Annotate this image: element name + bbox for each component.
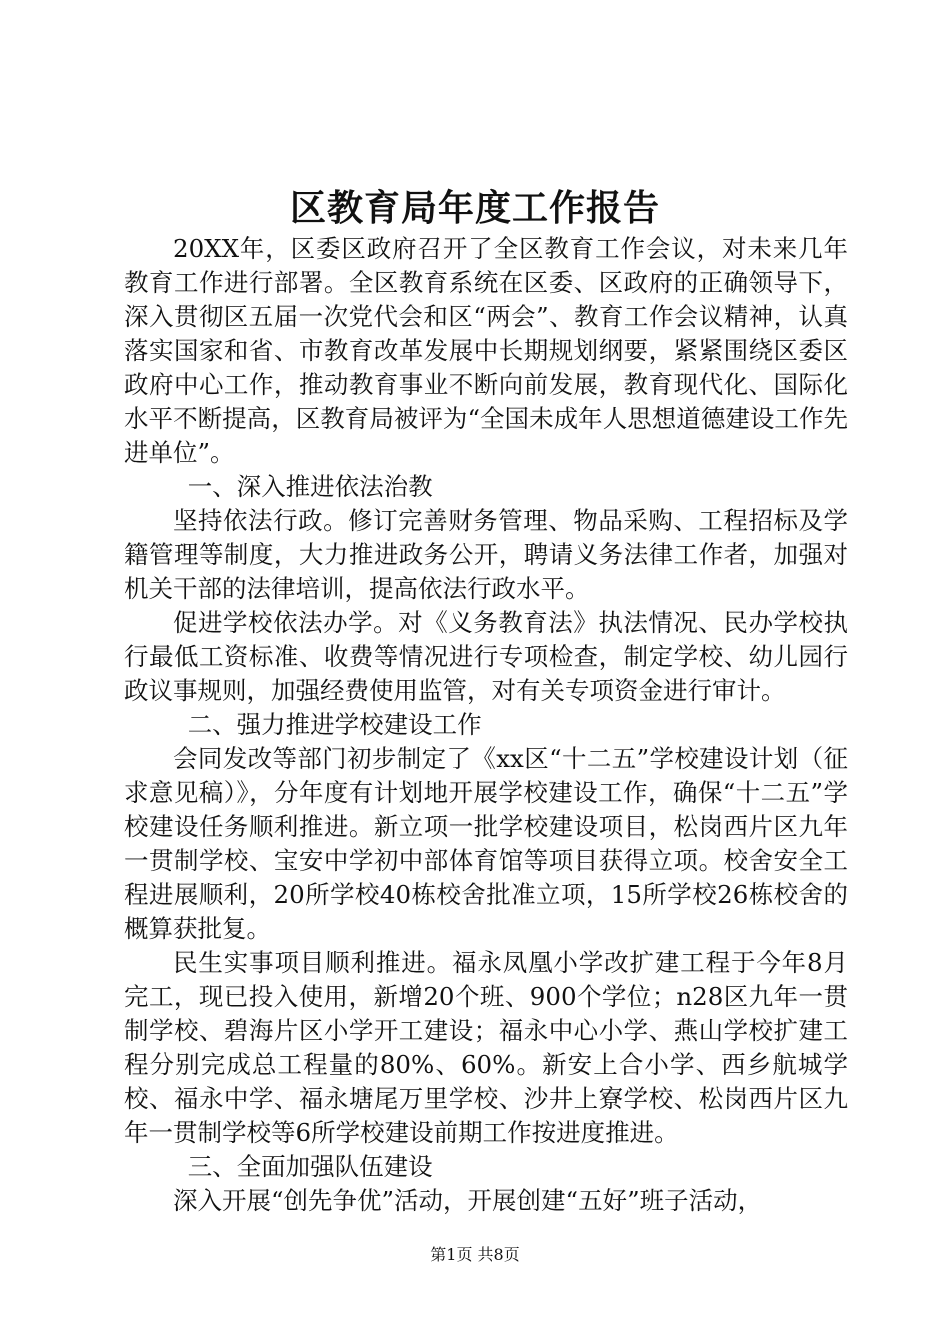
section-heading-3: 三、全面加强队伍建设: [187, 1152, 433, 1181]
document-body: [124, 232, 848, 1218]
body-paragraph: 会同发改等部门初步制定了《xx区“十二五”学校建设计划（征求意见稿）》，分年度有计划地开展学校建设工作，确保“十二五”学校建设任务顺利推进。新立项一批学校建设项目，松岗西片区九年一贯制学校、宝安中学初中部体育馆等项目获得立项。校舍安全工程进展顺利，20所学校40栋校舍批准立项，15所学校26栋校舍的概算获批复。: [124, 744, 848, 943]
section-heading-1: 一、深入推进依法治教: [187, 472, 433, 501]
body-paragraph: 深入开展“创先争优”活动，开展创建“五好”班子活动，: [173, 1186, 763, 1215]
page-number-footer: 第1页 共8页: [430, 1245, 520, 1264]
body-paragraph: 坚持依法行政。修订完善财务管理、物品采购、工程招标及学籍管理等制度，大力推进政务公开，聘请义务法律工作者，加强对机关干部的法律培训，提高依法行政水平。: [124, 506, 848, 603]
section-heading-2: 二、强力推进学校建设工作: [187, 710, 482, 739]
intro-paragraph: 20XX年，区委区政府召开了全区教育工作会议，对未来几年教育工作进行部署。全区教育系统在区委、区政府的正确领导下，深入贯彻区五届一次党代会和区“两会”、教育工作会议精神，认真落实国家和省、市教育改革发展中长期规划纲要，紧紧围绕区委区政府中心工作，推动教育事业不断向前发展，教育现代化、国际化水平不断提高，区教育局被评为“全国未成年人思想道德建设工作先进单位”。: [124, 234, 848, 467]
document-title: 区教育局年度工作报告: [289, 187, 660, 229]
body-paragraph: 促进学校依法办学。对《义务教育法》执法情况、民办学校执行最低工资标准、收费等情况进行专项检查，制定学校、幼儿园行政议事规则，加强经费使用监管，对有关专项资金进行审计。: [124, 608, 848, 705]
body-paragraph: 民生实事项目顺利推进。福永凤凰小学改扩建工程于今年8月完工，现已投入使用，新增20个班、900个学位；n28区九年一贯制学校、碧海片区小学开工建设；福永中心小学、燕山学校扩建工程分别完成总工程量的80%、60%。新安上合小学、西乡航城学校、福永中学、福永塘尾万里学校、沙井上寮学校、松岗西片区九年一贯制学校等6所学校建设前期工作按进度推进。: [124, 948, 848, 1147]
